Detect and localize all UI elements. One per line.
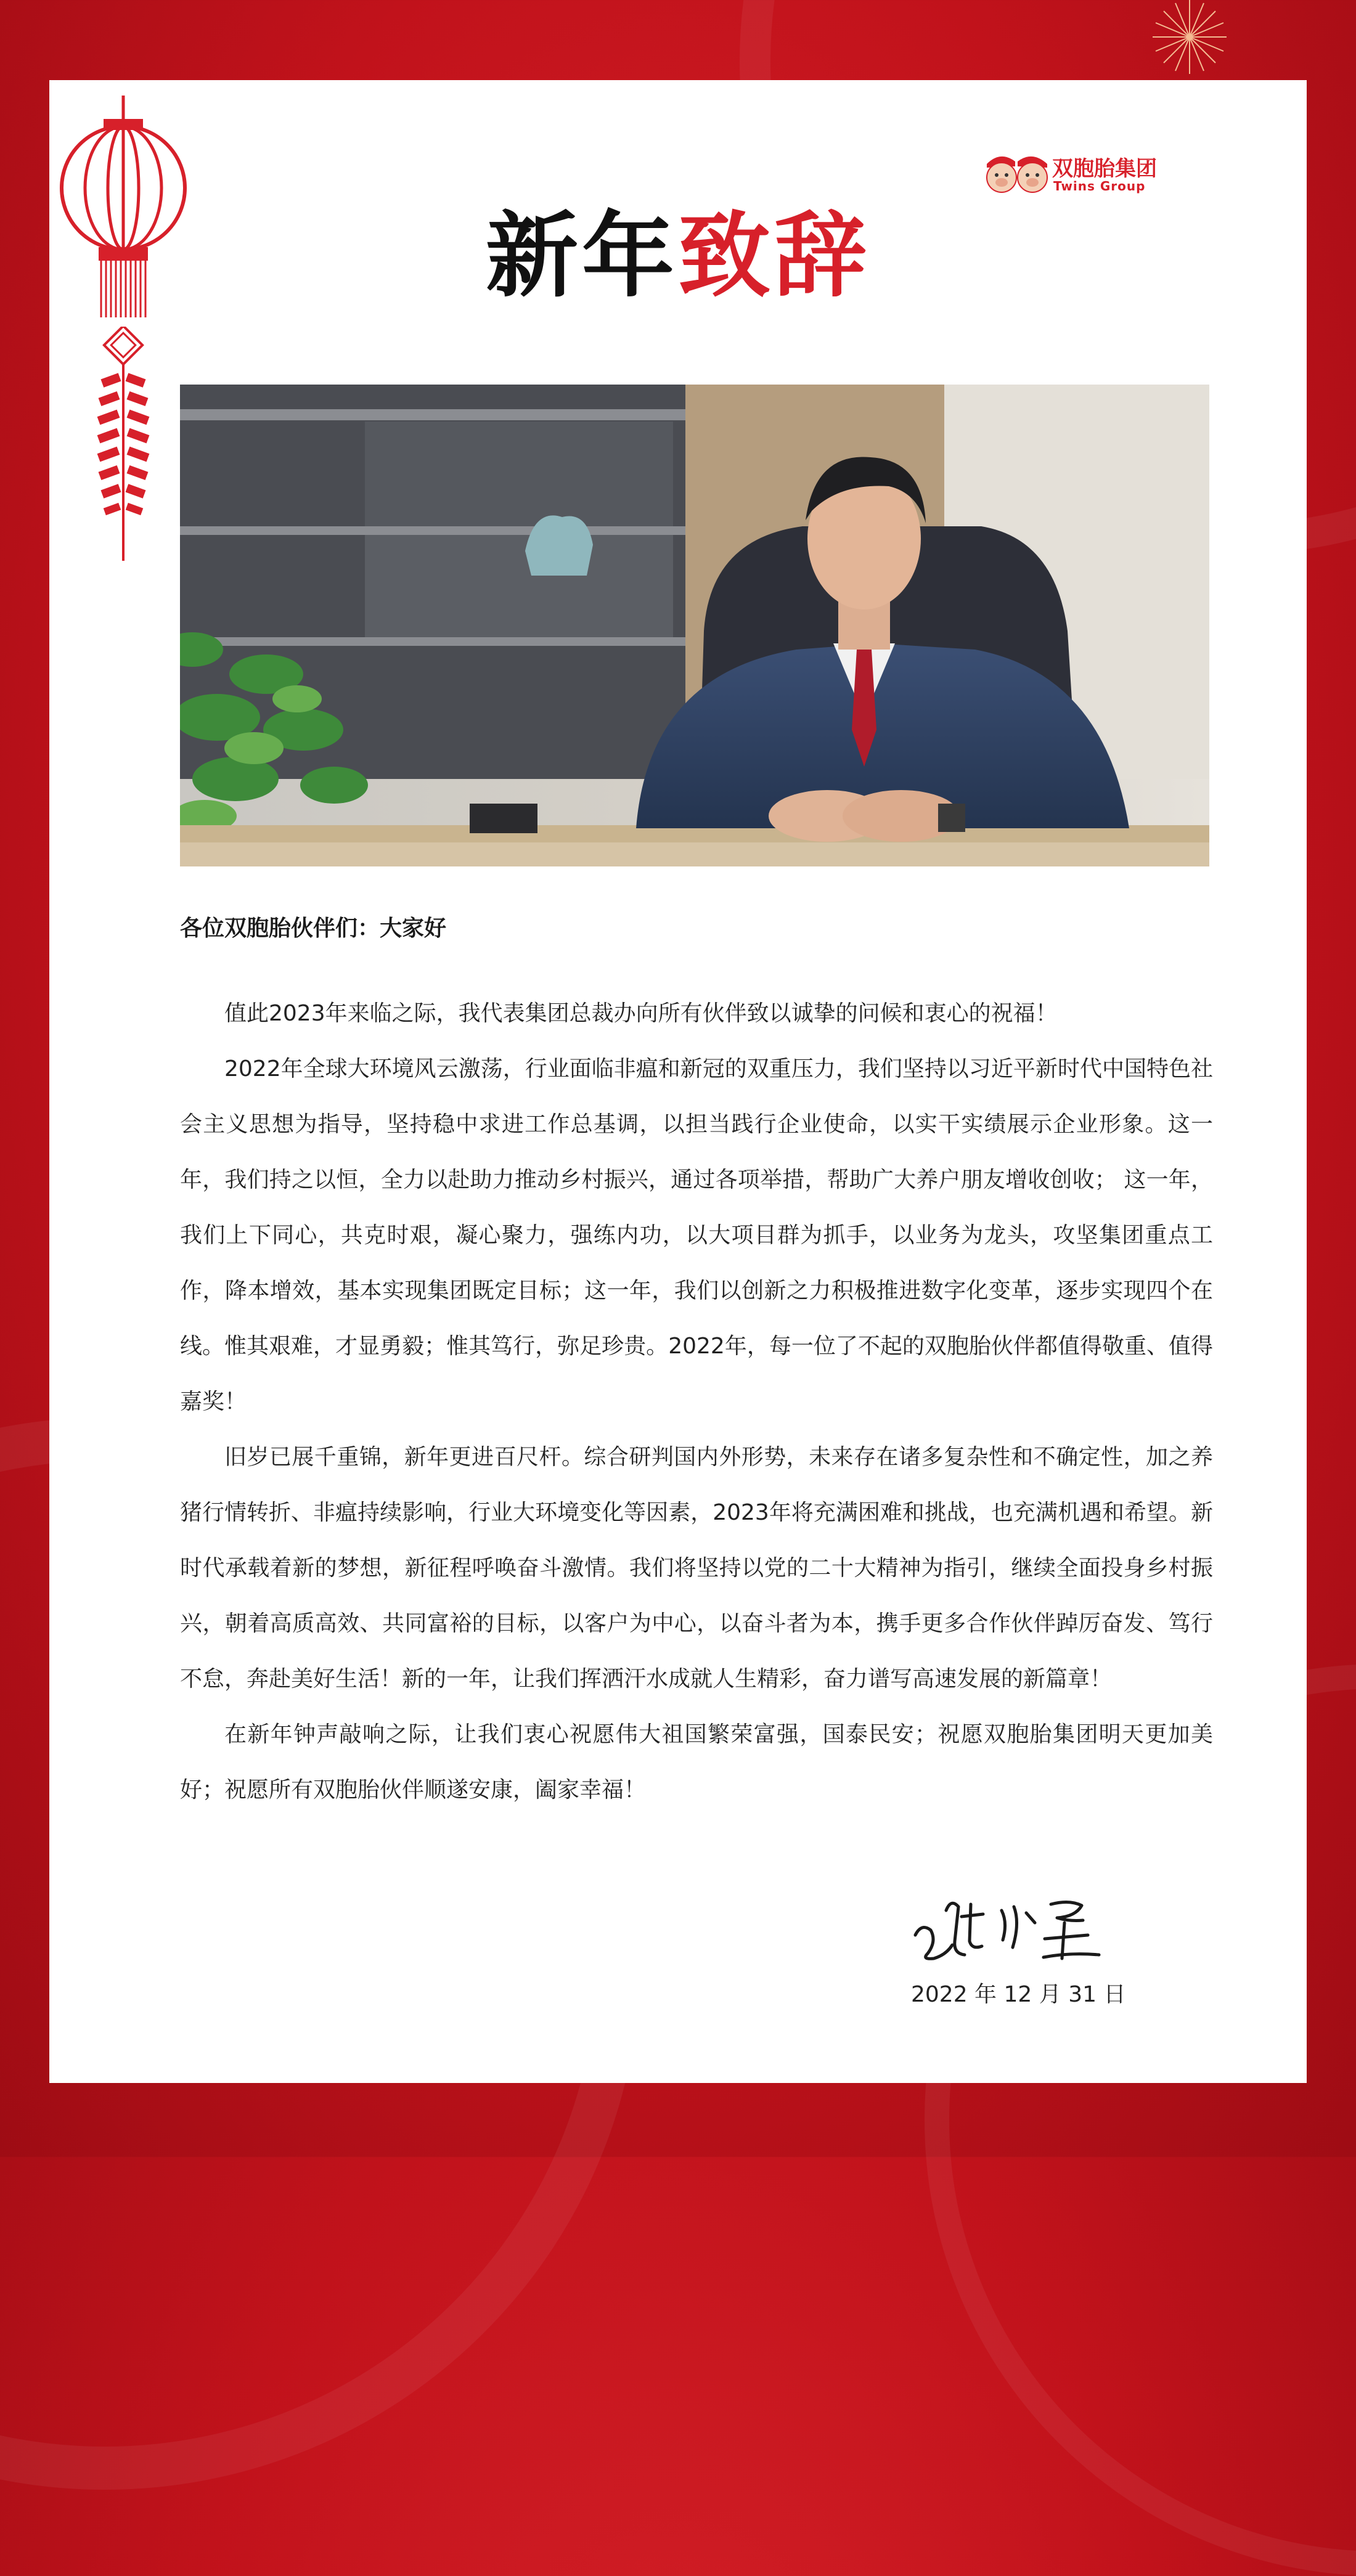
executive-portrait-photo (180, 385, 1209, 866)
letter-greeting: 各位双胞胎伙伴们：大家好 (180, 916, 447, 941)
twin-pigs-logo-icon (983, 148, 1051, 197)
letter-paragraph: 值此2023年来临之际，我代表集团总裁办向所有伙伴致以诚挚的问候和衷心的祝福！ (224, 1001, 1058, 1026)
firecracker-icon (83, 327, 163, 573)
brand-logo (983, 148, 1193, 203)
title-part-black: 新年 (485, 202, 678, 310)
letter-date: 2022 年 12 月 31 日 (911, 1982, 1126, 2007)
title-part-red: 致辞 (678, 202, 871, 310)
letter-paragraph: 在新年钟声敲响之际，让我们衷心祝愿伟大祖国繁荣富强，国泰民安；祝愿双胞胎集团明天更加美好；祝愿所有双胞胎伙伴顺遂安康，阖家幸福！ (180, 1722, 1213, 1803)
handwritten-signature (903, 1886, 1113, 1966)
page-title (0, 200, 1356, 311)
letter-paragraph: 2022年全球大环境风云激荡，行业面临非瘟和新冠的双重压力，我们坚持以习近平新时代中国特色社会主义思想为指导，坚持稳中求进工作总基调，以担当践行企业使命，以实干实绩展示企业形象。这一年，我们持之以恒，全力以赴助力推动乡村振兴，通过各项举措，帮助广大养户朋友增收创收； 这一年，我们上下同心，共克时艰，凝心聚力，强练内功，以大项目群为抓手，以业务为龙头，攻坚集团重点工作，降本增效，基本实现集团既定目标；这一年，我们以创新之力积极推进数字化变革，逐步实现四个在线。惟其艰难，才显勇毅；惟其笃行，弥足珍贵。2022年，每一位了不起的双胞胎伙伴都值得敬重、值得嘉奖！ (180, 1056, 1213, 1414)
letter-body (180, 986, 1213, 1818)
brand-name-en: Twins Group (1053, 179, 1146, 194)
letter-paragraph: 旧岁已展千重锦，新年更进百尺杆。综合研判国内外形势，未来存在诸多复杂性和不确定性，加之养猪行情转折、非瘟持续影响，行业大环境变化等因素，2023年将充满困难和挑战，也充满机遇和希望。新时代承载着新的梦想，新征程呼唤奋斗激情。我们将坚持以党的二十大精神为指引，继续全面投身乡村振兴，朝着高质高效、共同富裕的目标，以客户为中心，以奋斗者为本，携手更多合作伙伴踔厉奋发、笃行不怠，奔赴美好生活！新的一年，让我们挥洒汗水成就人生精彩，奋力谱写高速发展的新篇章！ (180, 1445, 1213, 1692)
brand-name-cn: 双胞胎集团 (1052, 157, 1157, 181)
